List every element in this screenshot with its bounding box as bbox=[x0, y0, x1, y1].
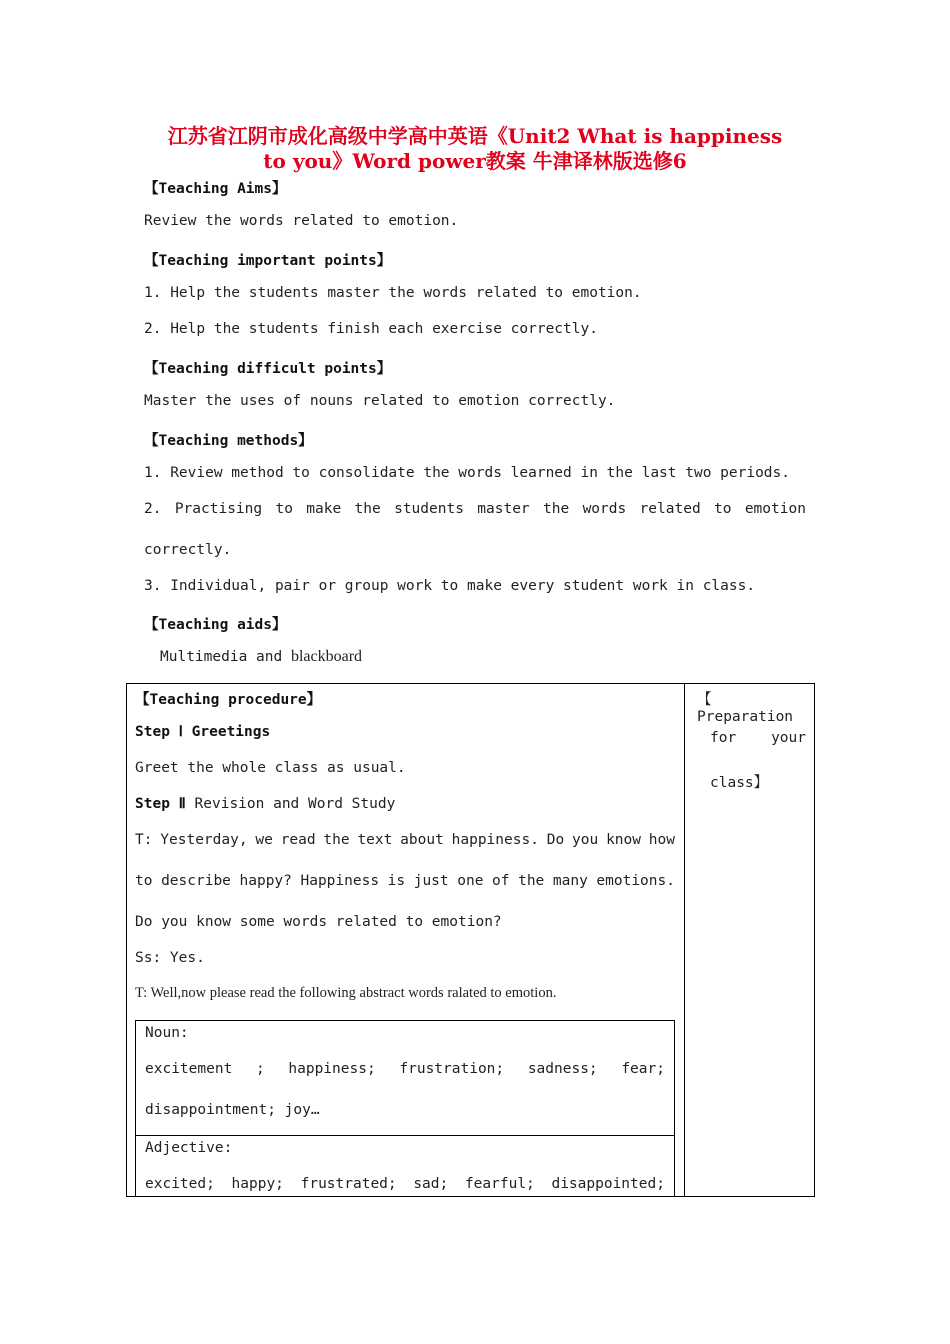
procedure-heading: 【Teaching procedure】 bbox=[135, 692, 322, 708]
word: happy? bbox=[239, 873, 292, 889]
aids-text-serif: blackboard bbox=[290, 648, 363, 665]
noun-label: Noun: bbox=[145, 1025, 189, 1041]
word: master bbox=[477, 501, 530, 517]
teacher-line-2 bbox=[135, 873, 675, 889]
word: Yesterday, bbox=[160, 832, 248, 848]
word: sad; bbox=[413, 1176, 449, 1192]
step-1-heading: Step Ⅰ Greetings bbox=[135, 724, 271, 740]
procedure-table bbox=[126, 683, 815, 1197]
title-line-2: to you》Word power教案 牛津译林版选修6 bbox=[263, 149, 687, 173]
important-item-1: 1. Help the students master the words related to emotion. bbox=[144, 285, 642, 301]
word: text bbox=[357, 832, 393, 848]
word: students bbox=[394, 501, 464, 517]
title-line-1: 江苏省江阴市成化高级中学高中英语《Unit2 What is happiness bbox=[167, 124, 783, 148]
word: Practising bbox=[174, 501, 263, 517]
noun-words bbox=[145, 1061, 665, 1077]
word: is bbox=[387, 873, 406, 889]
adjective-label: Adjective: bbox=[145, 1140, 233, 1156]
aids-heading: 【Teaching aids】 bbox=[144, 617, 287, 633]
word: to bbox=[714, 501, 732, 517]
students-reply: Ss: Yes. bbox=[135, 950, 205, 966]
word: emotion bbox=[744, 501, 806, 517]
word: make bbox=[306, 501, 342, 517]
preparation-line-2 bbox=[710, 730, 806, 746]
column-divider bbox=[684, 684, 685, 1196]
aims-text: Review the words related to emotion. bbox=[144, 213, 459, 229]
difficult-heading: 【Teaching difficult points】 bbox=[144, 361, 392, 377]
word: 2. bbox=[144, 501, 162, 517]
word: to bbox=[135, 873, 153, 889]
noun-box bbox=[135, 1020, 675, 1136]
word: disappointed; bbox=[551, 1176, 665, 1192]
word: many bbox=[552, 873, 588, 889]
teacher-instruction: T: Well,now please read the following abstract words ralated to emotion. bbox=[135, 985, 557, 1001]
step-2-heading bbox=[135, 796, 395, 812]
word: Do bbox=[546, 832, 565, 848]
word: we bbox=[255, 832, 273, 848]
word: related bbox=[639, 501, 701, 517]
word: the bbox=[323, 832, 350, 848]
word: to bbox=[275, 501, 293, 517]
aids-text bbox=[160, 648, 362, 666]
important-heading: 【Teaching important points】 bbox=[144, 253, 392, 269]
word: the bbox=[354, 501, 381, 517]
word: for bbox=[710, 730, 737, 746]
word: the bbox=[518, 873, 545, 889]
word: frustrated; bbox=[300, 1176, 397, 1192]
step-2-label: Step Ⅱ bbox=[135, 796, 186, 812]
word: know bbox=[606, 832, 641, 848]
methods-item-1: 1. Review method to consolidate the words learned in the last two periods. bbox=[144, 465, 791, 481]
word: happy; bbox=[231, 1176, 284, 1192]
methods-item-2-cont: correctly. bbox=[144, 542, 232, 558]
word: happiness. bbox=[451, 832, 539, 848]
word: just bbox=[413, 873, 449, 889]
step-2-title: Revision and Word Study bbox=[185, 796, 396, 812]
word: happiness; bbox=[288, 1061, 376, 1077]
word: read bbox=[280, 832, 316, 848]
word: fearful; bbox=[464, 1176, 535, 1192]
noun-words-cont: disappointment; joy… bbox=[145, 1102, 320, 1118]
preparation-line-1: 【 Preparation bbox=[697, 692, 794, 725]
word: how bbox=[648, 832, 675, 848]
word: frustration; bbox=[399, 1061, 505, 1077]
word: of bbox=[492, 873, 510, 889]
word: Happiness bbox=[300, 873, 380, 889]
preparation-line-3: class】 bbox=[710, 775, 769, 791]
word: emotions. bbox=[596, 873, 675, 889]
word: fear; bbox=[621, 1061, 665, 1077]
teacher-line-1 bbox=[135, 832, 675, 848]
word: sadness; bbox=[527, 1061, 598, 1077]
methods-item-3: 3. Individual, pair or group work to make every student work in class. bbox=[144, 578, 756, 594]
word: T: bbox=[135, 832, 153, 848]
word: your bbox=[771, 730, 806, 746]
word: you bbox=[572, 832, 599, 848]
word: excited; bbox=[145, 1176, 215, 1192]
word: one bbox=[457, 873, 484, 889]
adjective-words bbox=[145, 1176, 665, 1192]
methods-item-2 bbox=[144, 501, 806, 517]
word: words bbox=[582, 501, 627, 517]
methods-heading: 【Teaching methods】 bbox=[144, 433, 313, 449]
word: describe bbox=[161, 873, 231, 889]
document-title bbox=[150, 124, 800, 174]
adjective-box bbox=[135, 1135, 675, 1197]
word: about bbox=[400, 832, 444, 848]
word: the bbox=[543, 501, 570, 517]
step-1-text: Greet the whole class as usual. bbox=[135, 760, 406, 776]
important-item-2: 2. Help the students finish each exercise correctly. bbox=[144, 321, 598, 337]
difficult-text: Master the uses of nouns related to emotion correctly. bbox=[144, 393, 616, 409]
word: ; bbox=[255, 1061, 265, 1077]
teacher-line-3: Do you know some words related to emotion? bbox=[135, 914, 502, 930]
aids-text-mono: Multimedia and bbox=[160, 649, 291, 665]
word: excitement bbox=[145, 1061, 233, 1077]
aims-heading: 【Teaching Aims】 bbox=[144, 181, 287, 197]
